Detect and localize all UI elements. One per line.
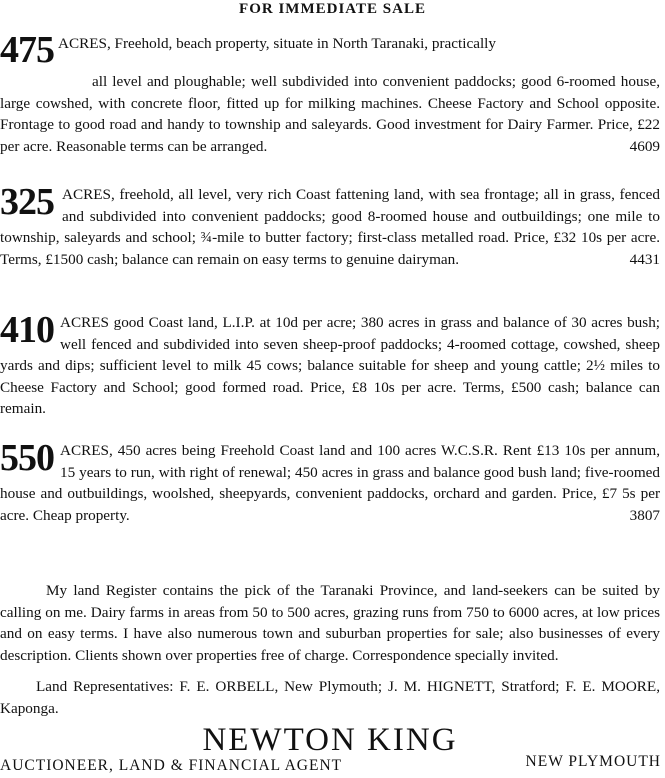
closing-paragraph-text: My land Register contains the pick of the Taranaki Province, and land-seekers can be suited by calling on me. Dairy farms in areas from 50 to 500 acres, grazing runs from 750 to 6000 acres, at low prices and on easy terms. I have also numerous town and suburban properties for sale; also businesses of every description. Clients shown over properties free of charge. Correspondence specially invited. bbox=[0, 582, 660, 664]
closing-paragraph bbox=[0, 580, 660, 666]
listing-reference-number: 3807 bbox=[629, 506, 660, 524]
listing-body: £13 10s per annum, 15 years to run, with right of renewal; 450 acres in grass and balance good bush land; five-roomed house and outbuildings, woolshed, sheepyards, convenient paddocks, orchard and garden. Price, £7 5s per acre. Cheap property. bbox=[0, 442, 661, 524]
listing-reference-number: 4609 bbox=[629, 137, 660, 155]
listing-first-line: ACRES, freehold, all level, very rich Coast fattening land, with sea bbox=[62, 186, 480, 203]
agent-name: NEWTON KING bbox=[202, 722, 458, 758]
listing-550 bbox=[0, 437, 661, 526]
representatives-text: Land Representatives: F. E. ORBELL, New Plymouth; J. M. HIGNETT, Stratford; F. E. MOORE, Kaponga. bbox=[0, 678, 660, 717]
ad-header: FOR IMMEDIATE SALE bbox=[239, 1, 426, 17]
listing-reference-number: 4431 bbox=[629, 250, 660, 268]
listing-475 bbox=[0, 30, 660, 157]
listing-325 bbox=[0, 181, 660, 270]
listing-first-line: ACRES, 450 acres being Freehold Coast land and 100 acres W.C.S.R. Rent bbox=[60, 442, 532, 459]
listing-first-line: ACRES good Coast land, L.I.P. at 10d per acre; 380 acres in grass and bbox=[60, 314, 499, 331]
listing-410 bbox=[0, 309, 661, 420]
listing-body: all level and ploughable; well subdivided into convenient paddocks; good 6-roomed house, large cowshed, with concrete floor, fitted up for milking machines. Cheese Factory and School opposite. Frontage to good road and handy to township and saleyards. Good investment for Dairy Farmer. Price, £22 per acre. Reasonable terms can be arranged. bbox=[0, 73, 660, 155]
listing-body: frontage; all in grass, fenced and subdivided into convenient paddocks; good 8-roomed house and outbuildings; one mile to township, saleyards and school; ¾-mile to butter factory; first-class metalled road. Price, £32 10s per acre. Terms, £1500 cash; balance can remain on easy terms to genuine dairyman. bbox=[0, 186, 660, 268]
agent-location: NEW PLYMOUTH bbox=[525, 753, 661, 770]
land-representatives bbox=[0, 676, 660, 719]
listing-body: balance of 30 acres bush; well fenced and subdivided into seven sheep-proof paddocks; 4-roomed cottage, cowshed, sheep yards and dips; sufficient level to milk 45 cows; balance suitable for sheep and young cattle; 2½ miles to Cheese Factory and School; good formed road. Price, £8 10s per acre. Terms, £500 cash; balance can remain. bbox=[0, 314, 661, 418]
agent-role: AUCTIONEER, LAND & FINANCIAL AGENT bbox=[0, 757, 343, 774]
acreage-number: 475 bbox=[0, 29, 54, 71]
acreage-number: 410 bbox=[0, 309, 54, 351]
acreage-number: 550 bbox=[0, 437, 54, 479]
listing-first-line: ACRES, Freehold, beach property, situate in North Taranaki, practically bbox=[58, 35, 496, 52]
acreage-number: 325 bbox=[0, 181, 54, 223]
